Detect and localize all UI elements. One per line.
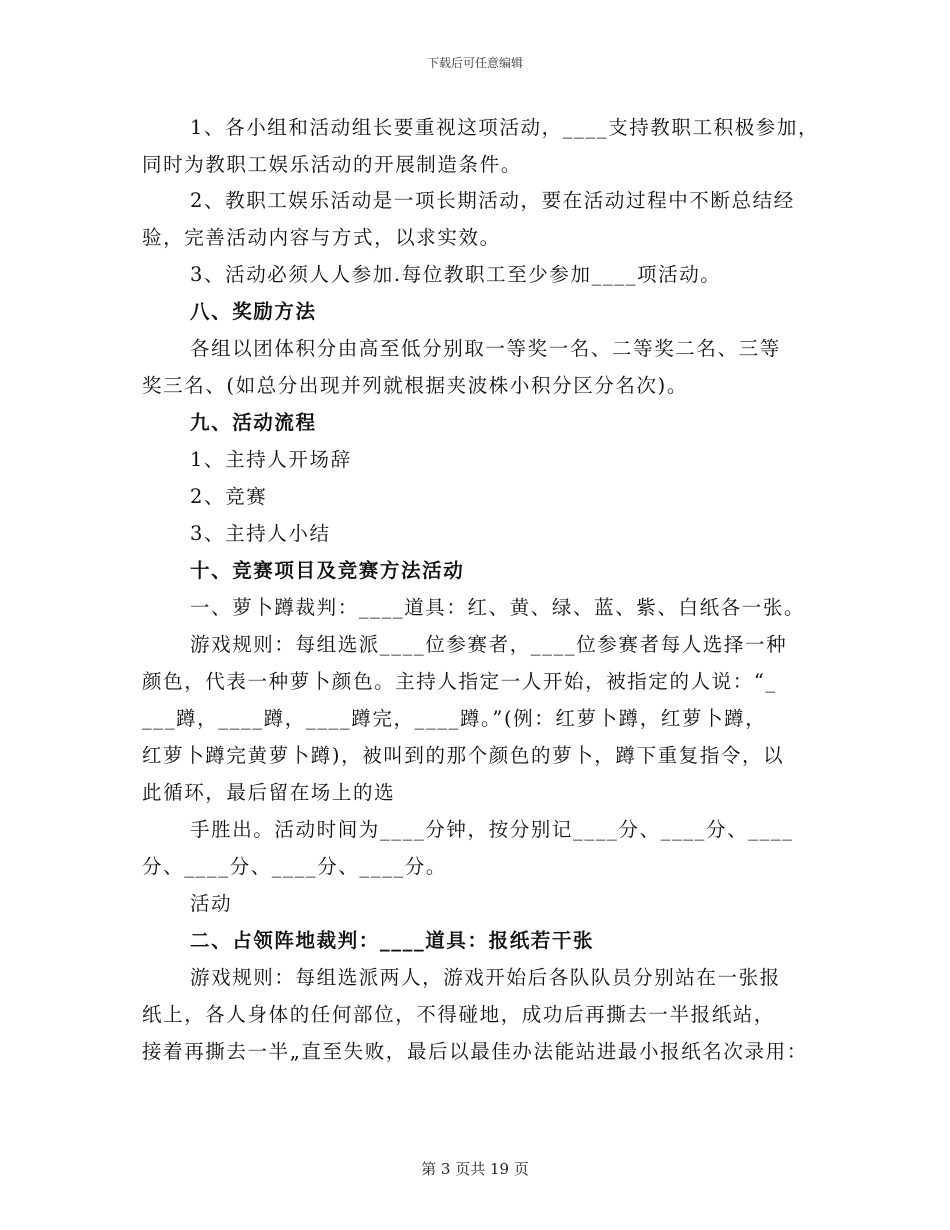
paragraph-line: 红萝卜蹲完黄萝卜蹲)，被叫到的那个颜色的萝卜，蹲下重复指令，以 [142, 744, 785, 767]
paragraph-line: 手胜出。活动时间为____分钟，按分别记____分、____分、____ [190, 818, 794, 841]
paragraph-line: 2、教职工娱乐活动是一项长期活动，要在活动过程中不断总结经 [190, 189, 795, 212]
paragraph-line: 分、____分、____分、____分。 [142, 855, 447, 878]
paragraph-line: 各组以团体积分由高至低分别取一等奖一名、二等奖二名、三等 [190, 337, 781, 360]
paragraph-line: 验，完善活动内容与方式，以求实效。 [142, 226, 501, 249]
section-heading: 十、竞赛项目及竞赛方法活动 [190, 559, 465, 582]
paragraph-line: 游戏规则：每组选派两人，游戏开始后各队队员分别站在一张报 [190, 966, 781, 989]
section-heading: 二、占领阵地裁判：____道具：报纸若干张 [190, 929, 595, 952]
paragraph-line: 此循环，最后留在场上的选 [142, 781, 396, 804]
list-item: 2、竞赛 [190, 485, 268, 508]
section-heading: 九、活动流程 [190, 411, 317, 434]
paragraph-line: 同时为教职工娱乐活动的开展制造条件。 [142, 153, 522, 176]
list-item: 3、主持人小结 [190, 522, 331, 545]
paragraph-line: 3、活动必须人人参加.每位教职工至少参加____项活动。 [190, 263, 722, 286]
page-footer: 第 3 页共 19 页 [421, 1160, 529, 1178]
list-item: 1、主持人开场辞 [190, 448, 352, 471]
paragraph-line: 颜色，代表一种萝卜颜色。主持人指定一人开始，被指定的人说：“_ [142, 670, 777, 693]
paragraph-line: ___蹲，____蹲，____蹲完，____蹲。”(例：红萝卜蹲，红萝卜蹲， [142, 707, 767, 730]
paragraph-line: 奖三名、(如总分出现并列就根据夹波株小积分区分名次)。 [142, 374, 688, 397]
paragraph-line: 1、各小组和活动组长要重视这项活动，____支持教职工积极参加， [190, 116, 820, 139]
paragraph-line: 一、萝卜蹲裁判：____道具：红、黄、绿、蓝、紫、白纸各一张。 [190, 596, 806, 619]
paragraph-line: 游戏规则：每组选派____位参赛者，____位参赛者每人选择一种 [190, 633, 788, 656]
paragraph-line: 纸上，各人身体的任何部位，不得碰地，成功后再撕去一半报纸站， [142, 1003, 776, 1026]
paragraph-line: 接着再撕去一半„直至失败，最后以最佳办法能站进最小报纸名次录用： [142, 1040, 808, 1063]
page-header: 下载后可任意编辑 [426, 56, 523, 70]
paragraph-line: 活动 [190, 892, 233, 915]
section-heading: 八、奖励方法 [190, 300, 317, 323]
